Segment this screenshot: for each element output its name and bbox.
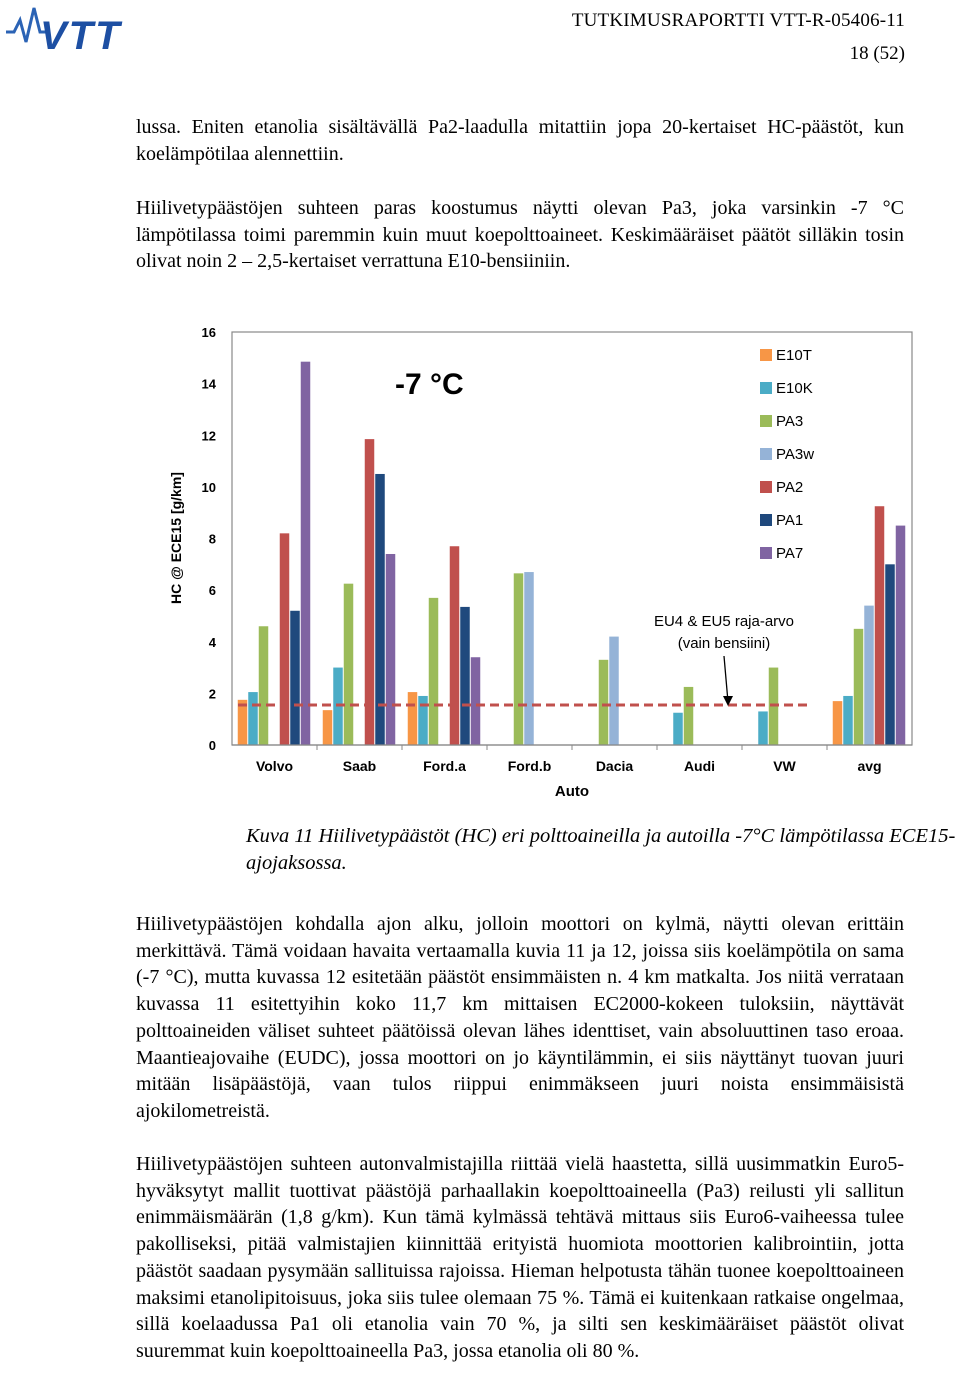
bar-pa7-forda: [471, 657, 481, 745]
y-tick-label: 6: [208, 583, 216, 599]
bar-pa3w-avg: [864, 606, 874, 745]
bar-pa2-avg: [875, 506, 885, 745]
x-tick-label: avg: [857, 758, 882, 774]
bar-e10t-volvo: [238, 700, 248, 745]
annotation-arrow: [723, 656, 733, 706]
y-axis-ticks: [202, 325, 217, 753]
x-tick-label: Ford.a: [423, 758, 466, 774]
bar-pa1-forda: [460, 607, 470, 745]
paragraph-4: Hiilivetypäästöjen suhteen autonvalmistajilla riittää vielä haastetta, sillä uusimmatkin Euro5-hyväksytyt mallit tuottivat päästöjä parhaallakin koepolttoaineella (Pa3) reilusti yli sallitun enimmäismäärän (1,8 g/km). Kun tämä kylmässä tehtävä mittaus siis Euro6-vaiheessa tulee pakolliseksi, pitää valmistajien kiinnittää erityistä huomiota moottorien kalibrointiin, jotta päästöt saadaan pysymään sallituissa rajoissa. Hieman helpotusta tähän tuonee koepolttoaineen maksimi etanolipitoisuus, joka siis tulee olemaan 75 %. Tämä ei kuitenkaan ratkaise ongelmaa, sillä koelaadussa Pa1 oli etanolia vain 70 %, ja silti sen keskimääräiset päästöt olivat suuremmat kuin koepolttoaineella Pa3, jossa etanolia oli 80 %.: [136, 1153, 904, 1362]
bar-pa1-volvo: [290, 611, 300, 745]
bar-pa1-avg: [885, 564, 895, 745]
x-tick-label: Volvo: [255, 758, 294, 774]
chart-title: -7 °C: [395, 368, 464, 401]
bar-pa2-forda: [450, 546, 460, 745]
x-axis-labels: [256, 745, 882, 774]
bar-pa3-avg: [854, 629, 864, 745]
vtt-logo: [4, 2, 154, 54]
paragraph-3: Hiilivetypäästöjen kohdalla ajon alku, jolloin moottori on kylmä, näytti olevan erittäin merkittävä. Tämä voidaan havaita vertaamalla kuvia 11 ja 12, joissa siis koelämpötila on sama (-7 °C), mutta kuvassa 12 esitetään päästöt ensimmäisten n. 4 km matkalta. Jos niitä verrataan kuvassa 11 esitettyihin koko 11,7 km mittaisen EC2000-kokeen tuloksiin, näyttävät polttoaineiden väliset suhteet päätöissä olevan lähes identtiset, vain absoluuttinen taso eroaa. Maantieajovaihe (EUDC), jossa moottori on jo käyntilämmin, ei siis näyttänyt tuovan juuri mitään lisäpäästöjä, vaan tulos riippui enimmäkseen juuri noista ensimmäisistä ajokilometreistä.: [136, 913, 904, 1122]
legend-swatch-pa7: [760, 547, 772, 559]
y-tick-label: 14: [201, 376, 216, 392]
legend: [760, 347, 814, 562]
report-id: TUTKIMUSRAPORTTI VTT-R-05406-11: [571, 10, 905, 31]
bar-pa3-audi: [684, 687, 694, 745]
legend-label-pa2: PA2: [776, 479, 804, 496]
bar-e10t-forda: [408, 692, 418, 745]
bar-pa3-dacia: [599, 660, 609, 745]
figure-caption: Kuva 11 Hiilivetypäästöt (HC) eri polttoaineilla ja autoilla -7°C lämpötilassa ECE15-ajojaksossa.: [246, 825, 956, 874]
legend-swatch-pa3: [760, 415, 772, 427]
bar-e10k-vw: [758, 711, 768, 745]
annotation-line-2: (vain bensiini): [677, 635, 771, 652]
page-number: 18 (52): [849, 43, 905, 64]
paragraph-1: lussa. Eniten etanolia sisältävällä Pa2-laadulla mitattiin jopa 20-kertaiset HC-päästöt, kun koelämpötilaa alennettiin.: [136, 116, 904, 165]
bar-pa3-volvo: [259, 626, 269, 745]
bar-pa3-fordb: [514, 573, 524, 745]
legend-label-e10t: E10T: [776, 347, 812, 364]
legend-label-pa1: PA1: [776, 512, 804, 529]
x-tick-label: Ford.b: [507, 758, 552, 774]
logo-text: VTT: [40, 14, 122, 54]
y-axis-title: HC @ ECE15 [g/km]: [168, 472, 184, 604]
bar-pa3w-dacia: [609, 637, 619, 745]
legend-label-pa3: PA3: [776, 413, 804, 430]
legend-swatch-pa1: [760, 514, 772, 526]
bar-e10k-forda: [418, 696, 428, 745]
y-tick-label: 8: [208, 531, 216, 547]
legend-swatch-e10t: [760, 349, 772, 361]
bar-pa3-forda: [429, 598, 439, 745]
x-tick-label: Dacia: [595, 758, 634, 774]
bar-pa2-volvo: [280, 533, 290, 745]
bar-pa2-saab: [365, 439, 375, 745]
bar-e10k-volvo: [248, 692, 258, 745]
bar-e10t-avg: [833, 701, 843, 745]
legend-label-pa7: PA7: [776, 545, 804, 562]
y-tick-label: 2: [208, 686, 216, 702]
bar-pa3-saab: [344, 584, 354, 745]
bar-pa7-saab: [386, 554, 396, 745]
legend-swatch-e10k: [760, 382, 772, 394]
bar-series: [232, 362, 912, 745]
paragraph-2: Hiilivetypäästöjen suhteen paras koostumus näytti olevan Pa3, joka varsinkin -7 °C lämpötilassa toimi paremmin kuin muut koepolttoaineet. Keskimääräiset päätöt silläkin tosin olivat noin 2 – 2,5-kertaiset verrattuna E10-bensiiniin.: [136, 197, 904, 273]
bar-e10k-audi: [673, 713, 683, 745]
bar-pa3w-fordb: [524, 572, 534, 745]
x-tick-label: Saab: [342, 758, 377, 774]
x-tick-label: Audi: [683, 758, 716, 774]
bar-e10k-avg: [843, 696, 853, 745]
annotation-line-1: EU4 & EU5 raja-arvo: [653, 613, 795, 630]
bar-pa7-volvo: [301, 362, 311, 745]
y-tick-label: 16: [201, 325, 216, 340]
y-tick-label: 0: [208, 738, 216, 753]
legend-swatch-pa2: [760, 481, 772, 493]
legend-label-pa3w: PA3w: [776, 446, 815, 463]
y-tick-label: 12: [201, 428, 216, 444]
bar-pa7-avg: [896, 526, 906, 745]
y-tick-label: 4: [208, 634, 216, 650]
y-tick-label: 10: [201, 479, 216, 495]
x-axis-title: Auto: [554, 783, 590, 800]
hc-emissions-chart: [150, 310, 920, 805]
x-tick-label: VW: [773, 758, 796, 774]
bar-e10t-saab: [323, 710, 333, 745]
legend-swatch-pa3w: [760, 448, 772, 460]
legend-label-e10k: E10K: [776, 380, 813, 397]
